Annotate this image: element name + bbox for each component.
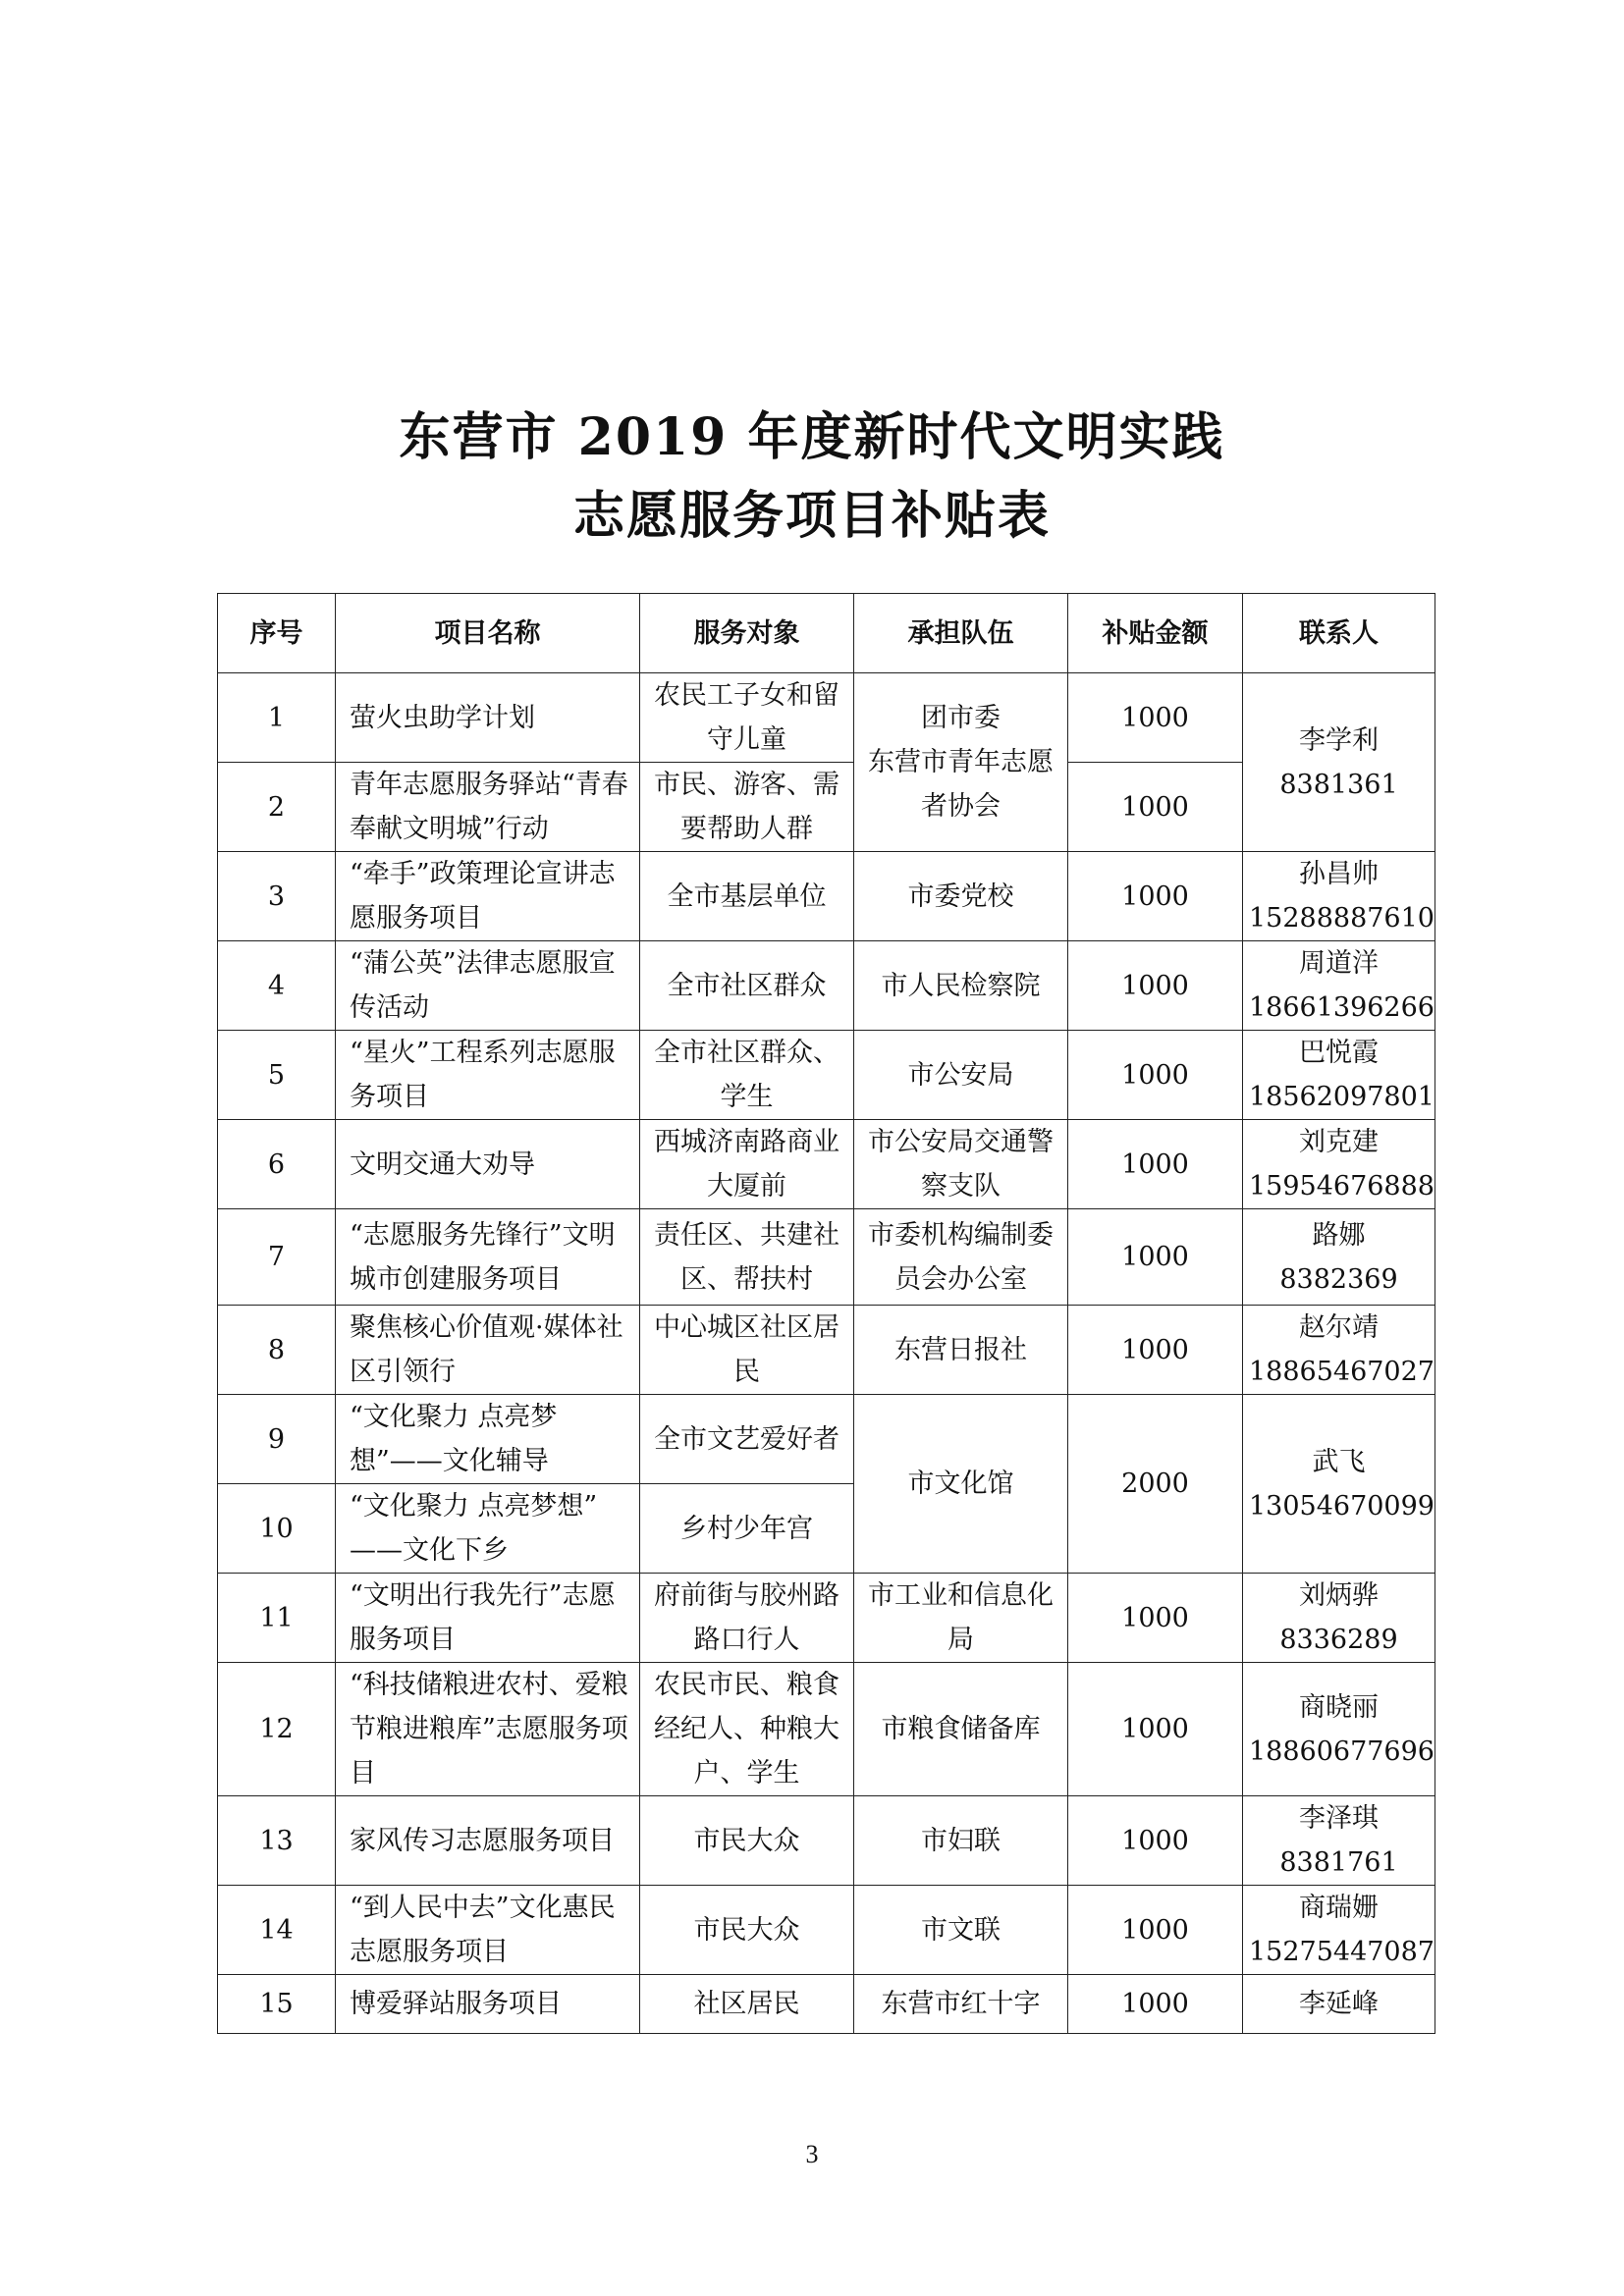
table-row <box>218 1306 1435 1395</box>
contact-cell: 刘炳骅 8336289 <box>1243 1574 1435 1663</box>
amount-cell: 1000 <box>1068 852 1243 941</box>
project-name-cell: “文明出行我先行”志愿服务项目 <box>336 1574 640 1663</box>
team-cell: 东营日报社 <box>854 1306 1068 1395</box>
contact-cell: 李延峰 <box>1243 1975 1435 2034</box>
table-row <box>218 1975 1435 2034</box>
amount-cell: 1000 <box>1068 1209 1243 1306</box>
amount-cell: 1000 <box>1068 1663 1243 1796</box>
project-name-cell: “到人民中去”文化惠民志愿服务项目 <box>336 1886 640 1975</box>
amount-cell: 1000 <box>1068 941 1243 1031</box>
subsidy-table <box>217 593 1435 2034</box>
amount-cell: 1000 <box>1068 1574 1243 1663</box>
project-name-cell: 萤火虫助学计划 <box>336 673 640 763</box>
service-target-cell: 中心城区社区居民 <box>640 1306 854 1395</box>
team-cell: 东营市红十字 <box>854 1975 1068 2034</box>
header-project-name: 项目名称 <box>336 594 640 673</box>
service-target-cell: 市民大众 <box>640 1796 854 1886</box>
service-target-cell: 西城济南路商业大厦前 <box>640 1120 854 1209</box>
team-cell: 市工业和信息化局 <box>854 1574 1068 1663</box>
service-target-cell: 责任区、共建社区、帮扶村 <box>640 1209 854 1306</box>
project-name-cell: “文化聚力 点亮梦想” ——文化下乡 <box>336 1484 640 1574</box>
table-row <box>218 673 1435 763</box>
amount-cell: 2000 <box>1068 1395 1243 1574</box>
project-name-cell: “文化聚力 点亮梦想”——文化辅导 <box>336 1395 640 1484</box>
project-name-cell: 青年志愿服务驿站“青春奉献文明城”行动 <box>336 763 640 852</box>
row-number-cell: 3 <box>218 852 336 941</box>
row-number-cell: 10 <box>218 1484 336 1574</box>
row-number-cell: 14 <box>218 1886 336 1975</box>
contact-cell: 李泽琪 8381761 <box>1243 1796 1435 1886</box>
row-number-cell: 5 <box>218 1031 336 1120</box>
contact-cell: 商瑞姗 15275447087 <box>1243 1886 1435 1975</box>
team-cell: 团市委 东营市青年志愿者协会 <box>854 673 1068 852</box>
amount-cell: 1000 <box>1068 1796 1243 1886</box>
table-row <box>218 852 1435 941</box>
table-row <box>218 941 1435 1031</box>
service-target-cell: 农民市民、粮食经纪人、种粮大户、学生 <box>640 1663 854 1796</box>
team-cell: 市委机构编制委员会办公室 <box>854 1209 1068 1306</box>
service-target-cell: 市民、游客、需要帮助人群 <box>640 763 854 852</box>
row-number-cell: 2 <box>218 763 336 852</box>
row-number-cell: 13 <box>218 1796 336 1886</box>
contact-cell: 巴悦霞 18562097801 <box>1243 1031 1435 1120</box>
header-contact: 联系人 <box>1243 594 1435 673</box>
contact-cell: 路娜 8382369 <box>1243 1209 1435 1306</box>
amount-cell: 1000 <box>1068 673 1243 763</box>
table-row <box>218 1031 1435 1120</box>
row-number-cell: 12 <box>218 1663 336 1796</box>
table-row <box>218 1395 1435 1484</box>
amount-cell: 1000 <box>1068 1306 1243 1395</box>
contact-cell: 李学利 8381361 <box>1243 673 1435 852</box>
team-cell: 市文联 <box>854 1886 1068 1975</box>
header-no: 序号 <box>218 594 336 673</box>
team-cell: 市公安局 <box>854 1031 1068 1120</box>
project-name-cell: “蒲公英”法律志愿服宣传活动 <box>336 941 640 1031</box>
project-name-cell: “志愿服务先锋行”文明城市创建服务项目 <box>336 1209 640 1306</box>
service-target-cell: 全市社区群众 <box>640 941 854 1031</box>
table-row <box>218 1796 1435 1886</box>
table-row <box>218 1574 1435 1663</box>
team-cell: 市粮食储备库 <box>854 1663 1068 1796</box>
amount-cell: 1000 <box>1068 1120 1243 1209</box>
service-target-cell: 全市社区群众、学生 <box>640 1031 854 1120</box>
project-name-cell: 家风传习志愿服务项目 <box>336 1796 640 1886</box>
document-title-line1: 东营市 2019 年度新时代文明实践 <box>399 407 1225 467</box>
document-title-line2: 志愿服务项目补贴表 <box>572 486 1051 546</box>
team-cell: 市文化馆 <box>854 1395 1068 1574</box>
service-target-cell: 全市文艺爱好者 <box>640 1395 854 1484</box>
contact-cell: 刘克建 15954676888 <box>1243 1120 1435 1209</box>
table-row <box>218 1663 1435 1796</box>
header-team: 承担队伍 <box>854 594 1068 673</box>
row-number-cell: 9 <box>218 1395 336 1484</box>
team-cell: 市人民检察院 <box>854 941 1068 1031</box>
project-name-cell: 文明交通大劝导 <box>336 1120 640 1209</box>
header-amount: 补贴金额 <box>1068 594 1243 673</box>
row-number-cell: 4 <box>218 941 336 1031</box>
team-cell: 市公安局交通警察支队 <box>854 1120 1068 1209</box>
contact-cell: 赵尔靖 18865467027 <box>1243 1306 1435 1395</box>
project-name-cell: 博爱驿站服务项目 <box>336 1975 640 2034</box>
project-name-cell: “科技储粮进农村、爱粮节粮进粮库”志愿服务项目 <box>336 1663 640 1796</box>
amount-cell: 1000 <box>1068 763 1243 852</box>
service-target-cell: 农民工子女和留守儿童 <box>640 673 854 763</box>
row-number-cell: 8 <box>218 1306 336 1395</box>
page-number: 3 <box>805 2140 819 2168</box>
row-number-cell: 6 <box>218 1120 336 1209</box>
service-target-cell: 乡村少年宫 <box>640 1484 854 1574</box>
service-target-cell: 府前街与胶州路路口行人 <box>640 1574 854 1663</box>
project-name-cell: “牵手”政策理论宣讲志愿服务项目 <box>336 852 640 941</box>
contact-cell: 周道洋 18661396266 <box>1243 941 1435 1031</box>
row-number-cell: 11 <box>218 1574 336 1663</box>
amount-cell: 1000 <box>1068 1975 1243 2034</box>
table-header-row <box>218 594 1435 673</box>
contact-cell: 商晓丽 18860677696 <box>1243 1663 1435 1796</box>
row-number-cell: 7 <box>218 1209 336 1306</box>
amount-cell: 1000 <box>1068 1886 1243 1975</box>
contact-cell: 孙昌帅 15288887610 <box>1243 852 1435 941</box>
team-cell: 市委党校 <box>854 852 1068 941</box>
table-row <box>218 1886 1435 1975</box>
service-target-cell: 市民大众 <box>640 1886 854 1975</box>
team-cell: 市妇联 <box>854 1796 1068 1886</box>
amount-cell: 1000 <box>1068 1031 1243 1120</box>
table-row <box>218 1209 1435 1306</box>
row-number-cell: 1 <box>218 673 336 763</box>
project-name-cell: “星火”工程系列志愿服务项目 <box>336 1031 640 1120</box>
project-name-cell: 聚焦核心价值观·媒体社区引领行 <box>336 1306 640 1395</box>
service-target-cell: 全市基层单位 <box>640 852 854 941</box>
contact-cell: 武飞 13054670099 <box>1243 1395 1435 1574</box>
header-service-target: 服务对象 <box>640 594 854 673</box>
table-row <box>218 1120 1435 1209</box>
table-body <box>218 673 1435 2034</box>
service-target-cell: 社区居民 <box>640 1975 854 2034</box>
row-number-cell: 15 <box>218 1975 336 2034</box>
